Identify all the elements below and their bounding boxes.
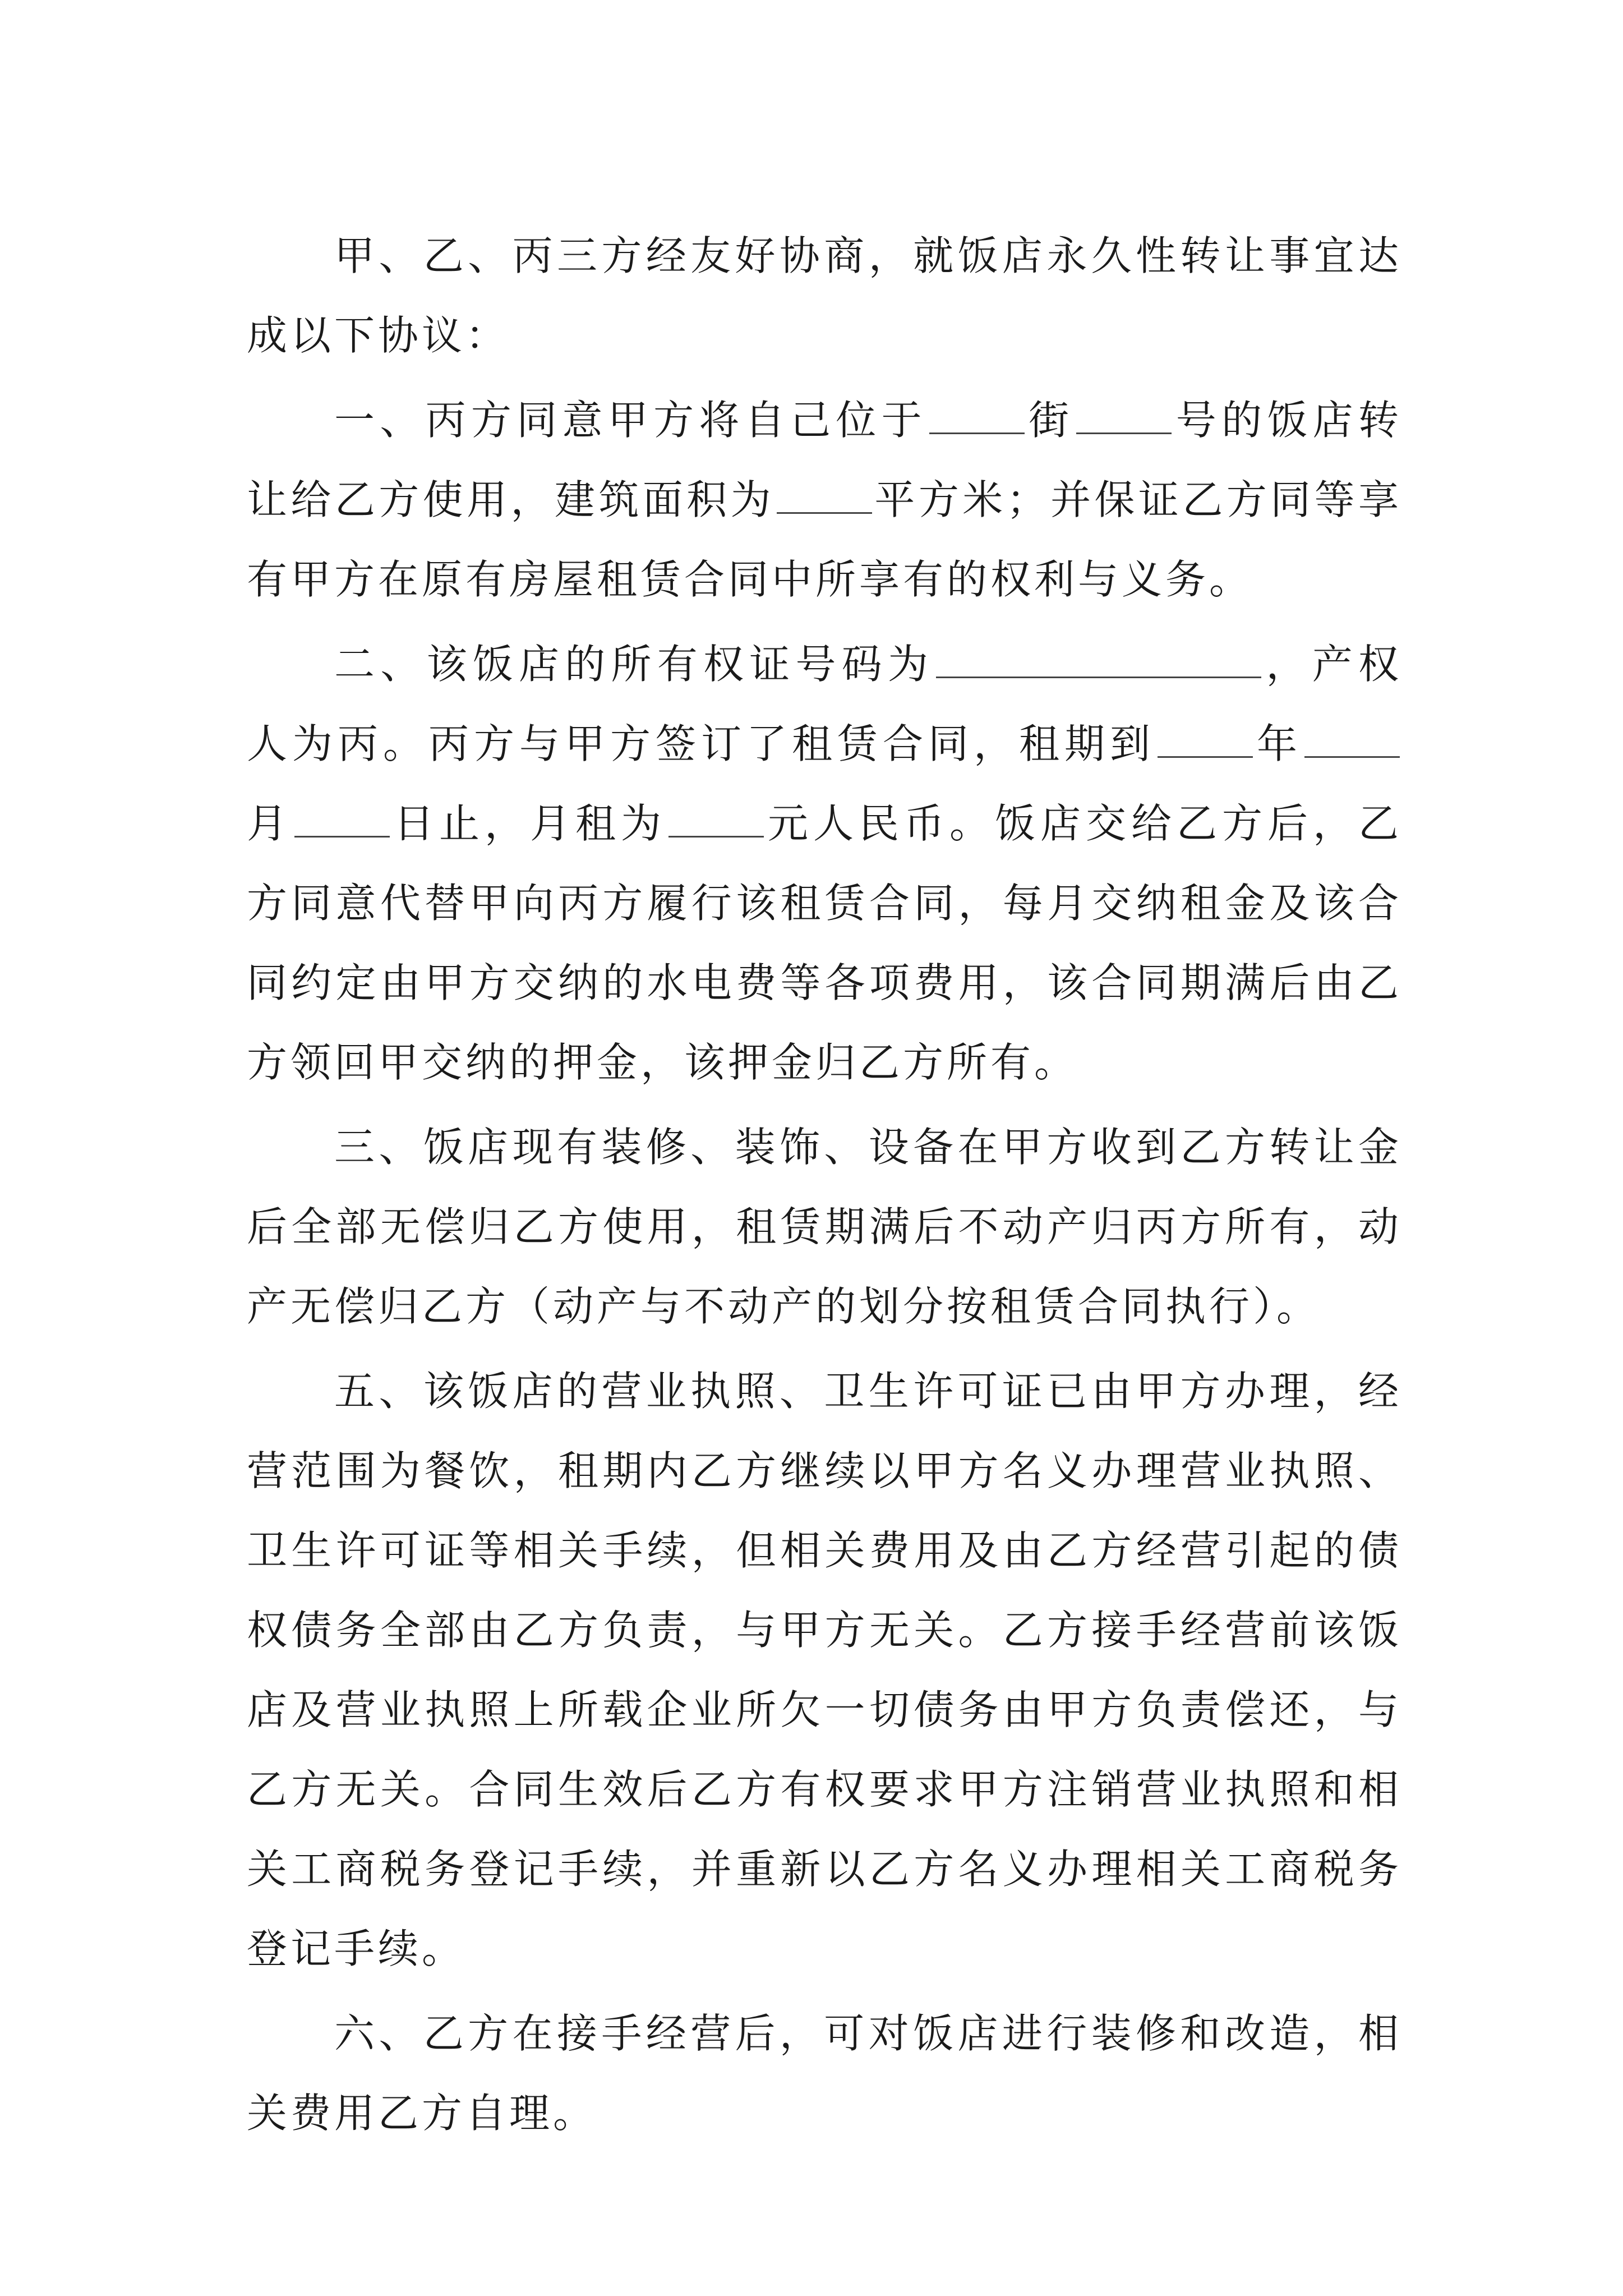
paragraph-text: 一、丙方同意甲方将自己位于 <box>334 397 927 444</box>
paragraph-text: 元人民币。饭店交给乙方后，乙方同意代替甲向丙方履行该租赁合同，每月交纳租金及该合同约定由甲方交纳的水电费等各项费用，该合同期满后由乙方领回甲交纳的押金，该押金归乙方所有。 <box>247 800 1402 1086</box>
paragraph-text: 号的饭店转让给乙方使用，建筑面积为 <box>247 397 1402 523</box>
paragraph-text: 平方米；并保证乙方同等享有甲方在原有房屋租赁合同中所享有的权利与义务。 <box>247 476 1402 603</box>
paragraph-intro <box>247 216 1402 375</box>
paragraph-text: 二、该饭店的所有权证号码为 <box>334 641 934 688</box>
year-blank <box>1158 716 1253 758</box>
paragraph-text: 年 <box>1255 720 1302 767</box>
paragraph-text: ，产权人为丙。丙方与甲方签订了租赁合同，租期到 <box>247 641 1402 767</box>
paragraph-text: 月 <box>247 800 292 847</box>
month-blank-a <box>1304 716 1400 758</box>
paragraph-text: 街 <box>1026 397 1075 444</box>
rent-blank <box>668 795 764 838</box>
paragraph-clause-2 <box>247 624 1402 1102</box>
paragraph-clause-1 <box>247 380 1402 619</box>
agreement-body <box>247 216 1402 2158</box>
street-blank <box>929 392 1025 434</box>
paragraph-clause-6 <box>247 1994 1402 2153</box>
paragraph-text: 三、饭店现有装修、装饰、设备在甲方收到乙方转让金后全部无偿归乙方使用，租赁期满后不动产归丙方所有，动产无偿归乙方（动产与不动产的划分按租赁合同执行）。 <box>247 1124 1402 1330</box>
day-blank <box>294 795 390 838</box>
paragraph-clause-5 <box>247 1351 1402 1989</box>
area-blank <box>777 472 872 514</box>
number-blank <box>1076 392 1172 434</box>
certificate-number-blank <box>936 636 1261 678</box>
paragraph-text: 五、该饭店的营业执照、卫生许可证已由甲方办理，经营范围为餐饮，租期内乙方继续以甲方名义办理营业执照、卫生许可证等相关手续，但相关费用及由乙方经营引起的债权债务全部由乙方负责，与甲方无关。乙方接手经营前该饭店及营业执照上所载企业所欠一切债务由甲方负责偿还，与乙方无关。合同生效后乙方有权要求甲方注销营业执照和相关工商税务登记手续，并重新以乙方名义办理相关工商税务登记手续。 <box>247 1368 1402 1972</box>
paragraph-text: 日止，月租为 <box>392 800 666 847</box>
paragraph-clause-3 <box>247 1107 1402 1346</box>
paragraph-text: 甲、乙、丙三方经友好协商，就饭店永久性转让事宜达成以下协议： <box>247 232 1402 359</box>
paragraph-text: 六、乙方在接手经营后，可对饭店进行装修和改造，相关费用乙方自理。 <box>247 2010 1402 2137</box>
